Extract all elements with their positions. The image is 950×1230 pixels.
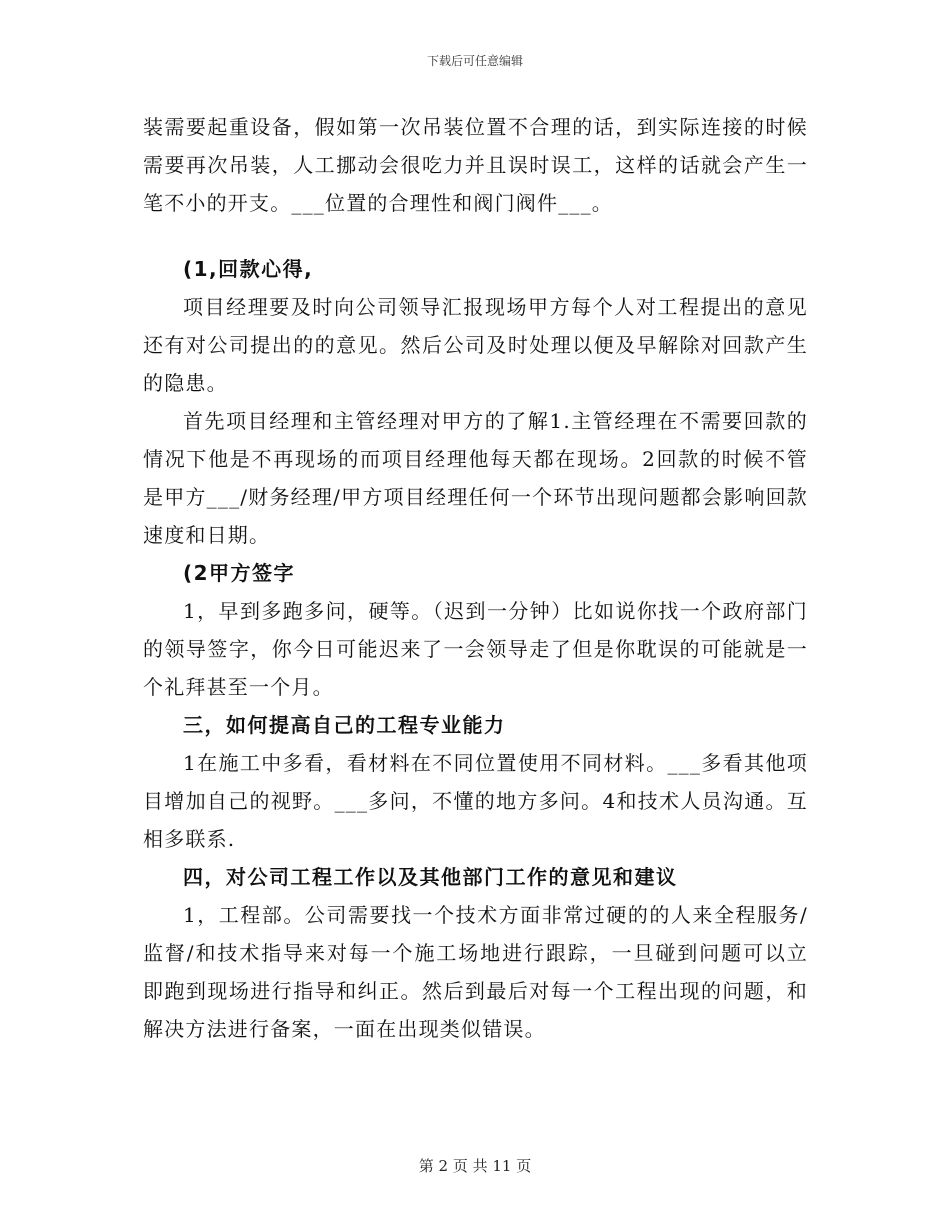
- paragraph-huikuan-2: 首先项目经理和主管经理对甲方的了解1.主管经理在不需要回款的情况下他是不再现场的而项目经理他每天都在现场。2回款的时候不管是甲方___/财务经理/甲方项目经理任何一个环节出现问题都会影响回款速度和日期。: [143, 409, 808, 547]
- heading-qianzi: (2甲方签字: [183, 561, 296, 585]
- paragraph-huikuan-1: 项目经理要及时向公司领导汇报现场甲方每个人对工程提出的意见还有对公司提出的的意见。然后公司及时处理以便及早解除对回款产生的隐患。: [143, 295, 808, 395]
- heading-section-four: 四，对公司工程工作以及其他部门工作的意见和建议: [183, 865, 678, 889]
- heading-section-three: 三，如何提高自己的工程专业能力: [183, 713, 506, 737]
- document-body: [143, 108, 808, 1048]
- page-header: 下载后可任意编辑: [426, 54, 523, 68]
- paragraph-section-three: 1在施工中多看，看材料在不同位置使用不同材料。___多看其他项目增加自己的视野。___多问，不懂的地方多问。4和技术人员沟通。互相多联系.: [143, 751, 808, 851]
- heading-huikuan: (1,回款心得,: [183, 257, 314, 281]
- page-number: 第 2 页 共 11 页: [418, 1157, 532, 1175]
- paragraph-section-four: 1，工程部。公司需要找一个技术方面非常过硬的的人来全程服务/监督/和技术指导来对每一个施工场地进行跟踪，一旦碰到问题可以立即跑到现场进行指导和纠正。然后到最后对每一个工程出现的问题，和解决方法进行备案，一面在出现类似错误。: [143, 903, 808, 1041]
- paragraph-qianzi: 1，早到多跑多问，硬等。（迟到一分钟）比如说你找一个政府部门的领导签字，你今日可能迟来了一会领导走了但是你耽误的可能就是一个礼拜甚至一个月。: [143, 599, 808, 699]
- paragraph-intro: 装需要起重设备，假如第一次吊装位置不合理的话，到实际连接的时候需要再次吊装，人工挪动会很吃力并且误时误工，这样的话就会产生一笔不小的开支。___位置的合理性和阀门阀件___。: [143, 115, 808, 215]
